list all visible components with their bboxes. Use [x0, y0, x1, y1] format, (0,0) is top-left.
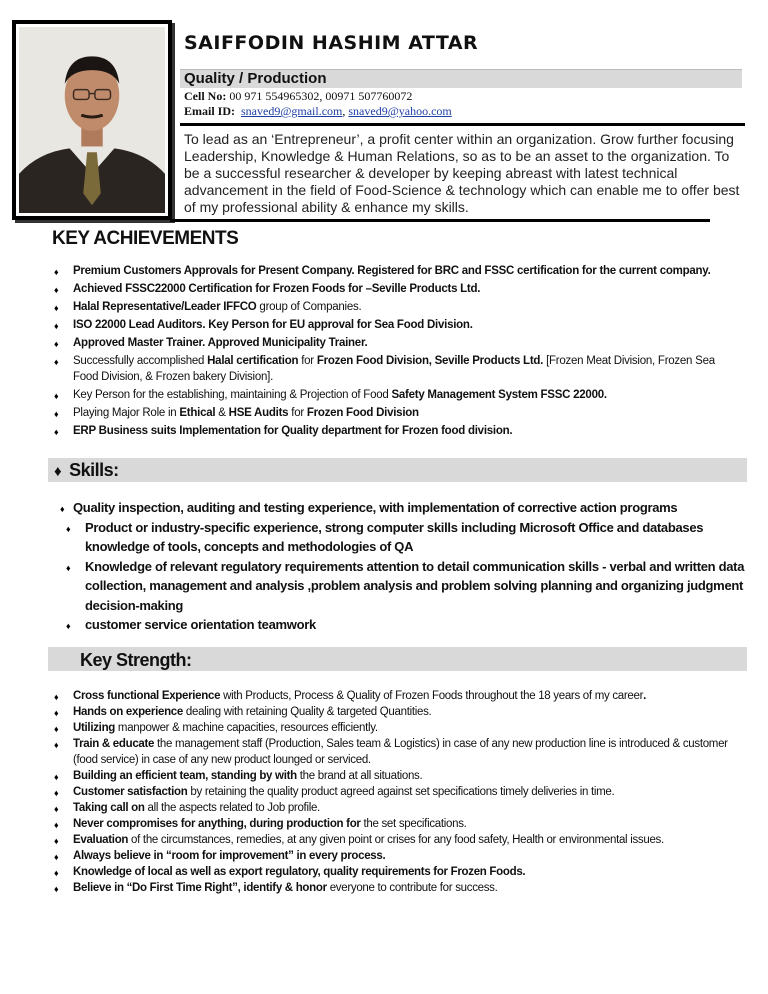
skills-section-bar	[48, 458, 747, 482]
list-item	[54, 800, 744, 816]
strength-bold: Cross functional Experience	[73, 690, 221, 702]
achievement-text: Premium Customers Approvals for Present Company. Registered for BRC and FSSC certification for the current company.	[73, 265, 711, 277]
list-item	[54, 263, 734, 279]
strength-list	[54, 688, 744, 896]
header-divider-top	[180, 123, 745, 126]
skill-text: Knowledge of relevant regulatory requirements attention to detail communication skills - verbal and written data collection, management and analysis ,problem analysis and problem solving planning and organizing judgment decision-making	[85, 558, 745, 613]
achievement-text: group of Companies.	[256, 301, 362, 313]
list-item	[54, 335, 734, 351]
list-item	[54, 736, 744, 768]
email-line	[184, 104, 452, 119]
achievement-text: HSE Audits	[228, 407, 289, 419]
list-item	[54, 423, 734, 439]
strength-text: dealing with retaining Quality & targeted Quantities.	[182, 706, 432, 718]
header-divider-bottom	[170, 219, 710, 222]
skills-heading	[54, 460, 119, 481]
achievement-text: Frozen Food Division	[306, 407, 419, 419]
diamond-bullet-icon: ♦	[54, 463, 62, 480]
list-item	[54, 317, 734, 333]
diamond-bullet-icon: ♦	[60, 504, 65, 514]
list-item	[54, 299, 734, 315]
email-separator: ,	[342, 104, 349, 118]
achievement-text: Key Person for the establishing, maintaining & Projection of Food	[73, 389, 392, 401]
list-item	[54, 832, 744, 848]
achievement-text: Successfully accomplished	[73, 355, 208, 367]
achievement-text: Halal certification	[207, 355, 299, 367]
achievement-text: Safety Management System FSSC 22000.	[391, 389, 607, 401]
career-objective: To lead as an ‘Entrepreneur’, a profit center within an organization. Grow further focusing Leadership, Knowledge & Human Relations, so as to be an asset to the organization. To be a successful researcher & developer by keeping abreast with latest technical advancement in the field of Food-Science & technology which can enable me to offer best of my professional ability & enhance my skills.	[184, 131, 740, 215]
list-item	[54, 688, 744, 704]
list-item	[54, 816, 744, 832]
diamond-bullet-icon: ♦	[54, 321, 59, 331]
strength-text: with Products, Process & Quality of Frozen Foods throughout the 18 years of my career	[220, 690, 644, 702]
diamond-bullet-icon: ♦	[66, 562, 71, 573]
skill-text: customer service orientation teamwork	[85, 617, 316, 632]
list-item	[54, 768, 744, 784]
achievements-heading: KEY ACHIEVEMENTS	[52, 228, 239, 249]
strength-bold: Never compromises for anything, during production for	[73, 818, 361, 830]
diamond-bullet-icon: ♦	[54, 692, 59, 702]
diamond-bullet-icon: ♦	[54, 724, 59, 734]
skill-text: Product or industry-specific experience, strong computer skills including Microsoft Office and databases knowledge of tools, concepts and methodologies of QA	[85, 519, 704, 554]
list-item	[54, 864, 744, 880]
strength-text: .	[643, 690, 647, 702]
strength-heading: Key Strength:	[80, 650, 192, 670]
cell-line	[184, 89, 412, 104]
email-label: Email ID:	[184, 104, 235, 118]
diamond-bullet-icon: ♦	[54, 820, 59, 830]
candidate-name: SAIFFODIN HASHIM ATTAR	[184, 32, 479, 54]
diamond-bullet-icon: ♦	[54, 772, 59, 782]
list-item	[54, 353, 734, 385]
achievement-text: Approved Master Trainer. Approved Municipality Trainer.	[73, 337, 368, 349]
list-item	[54, 848, 744, 864]
strength-bold: Utilizing	[73, 722, 116, 734]
list-item	[66, 557, 750, 616]
list-item	[54, 704, 744, 720]
cell-label: Cell No:	[184, 89, 227, 103]
diamond-bullet-icon: ♦	[54, 788, 59, 798]
achievement-text: Ethical	[179, 407, 216, 419]
diamond-bullet-icon: ♦	[66, 523, 71, 534]
list-item	[54, 720, 744, 736]
strength-bold: Believe in “Do First Time Right”, identify & honor	[73, 882, 327, 894]
strength-text: of the circumstances, remedies, at any given point or crises for any food safety, Health or environmental issues.	[128, 834, 664, 846]
achievement-text: &	[215, 407, 229, 419]
list-item	[54, 405, 734, 421]
email-link-yahoo[interactable]: snaved9@yahoo.com	[348, 104, 452, 118]
achievement-text: ISO 22000 Lead Auditors. Key Person for EU approval for Sea Food Division.	[73, 319, 473, 331]
achievement-text: Frozen Food Division, Seville Products Ltd.	[316, 355, 544, 367]
email-link-gmail[interactable]: snaved9@gmail.com	[241, 104, 343, 118]
achievement-text: Achieved FSSC22000 Certification for Frozen Foods for –Seville Products Ltd.	[73, 283, 481, 295]
strength-bold: Always believe in “room for improvement” in every process.	[73, 850, 386, 862]
strength-bold: Hands on experience	[73, 706, 183, 718]
diamond-bullet-icon: ♦	[66, 621, 71, 631]
achievement-text: for	[288, 407, 307, 419]
strength-bold: Building an efficient team, standing by with	[73, 770, 297, 782]
strength-text: manpower & machine capacities, resources efficiently.	[115, 722, 378, 734]
profile-photo	[12, 20, 172, 220]
list-item	[54, 387, 734, 403]
diamond-bullet-icon: ♦	[54, 339, 59, 349]
strength-text: by retaining the quality product agreed against set specifications timely deliveries in time.	[187, 786, 615, 798]
diamond-bullet-icon: ♦	[54, 409, 59, 419]
skill-text: Quality inspection, auditing and testing experience, with implementation of corrective action programs	[73, 500, 678, 515]
cell-value: 00 971 554965302, 00971 507760072	[226, 89, 413, 103]
diamond-bullet-icon: ♦	[54, 804, 59, 814]
diamond-bullet-icon: ♦	[54, 836, 59, 846]
strength-bold: Knowledge of local as well as export regulatory, quality requirements for Frozen Foods.	[73, 866, 526, 878]
diamond-bullet-icon: ♦	[54, 427, 59, 437]
strength-text: the brand at all situations.	[296, 770, 423, 782]
list-item	[66, 518, 750, 557]
list-item	[66, 615, 750, 635]
achievement-text: for	[298, 355, 317, 367]
list-item	[54, 880, 744, 896]
achievement-text: [Frozen Meat Division, Frozen Sea Food Division, & Frozen bakery Division].	[73, 355, 715, 383]
portrait-image	[19, 27, 165, 213]
strength-bold: Train & educate	[73, 738, 155, 750]
diamond-bullet-icon: ♦	[54, 285, 59, 295]
diamond-bullet-icon: ♦	[54, 884, 59, 894]
diamond-bullet-icon: ♦	[54, 852, 59, 862]
skills-title: Skills:	[69, 460, 119, 480]
list-item	[54, 784, 744, 800]
diamond-bullet-icon: ♦	[54, 267, 59, 277]
achievement-text: ERP Business suits Implementation for Quality department for Frozen food division.	[73, 425, 513, 437]
strength-bold: Evaluation	[73, 834, 129, 846]
achievements-list	[54, 263, 734, 441]
strength-bold: Customer satisfaction	[73, 786, 188, 798]
diamond-bullet-icon: ♦	[54, 303, 59, 313]
strength-text: the set specifications.	[360, 818, 467, 830]
diamond-bullet-icon: ♦	[54, 357, 59, 367]
diamond-bullet-icon: ♦	[54, 391, 59, 401]
strength-bold: Taking call on	[73, 802, 145, 814]
candidate-role: Quality / Production	[184, 70, 327, 87]
strength-text: everyone to contribute for success.	[326, 882, 498, 894]
diamond-bullet-icon: ♦	[54, 868, 59, 878]
diamond-bullet-icon: ♦	[54, 708, 59, 718]
achievement-text: Halal Representative/Leader IFFCO	[73, 301, 257, 313]
diamond-bullet-icon: ♦	[54, 740, 59, 750]
list-item	[54, 281, 734, 297]
achievement-text: Playing Major Role in	[73, 407, 180, 419]
strength-text: the management staff (Production, Sales team & Logistics) in case of any new production line is introduced & customer (food service) in case of any new product lounged or serviced.	[73, 738, 728, 766]
list-item	[60, 498, 750, 518]
strength-text: all the aspects related to Job profile.	[144, 802, 320, 814]
skills-list	[60, 498, 750, 635]
